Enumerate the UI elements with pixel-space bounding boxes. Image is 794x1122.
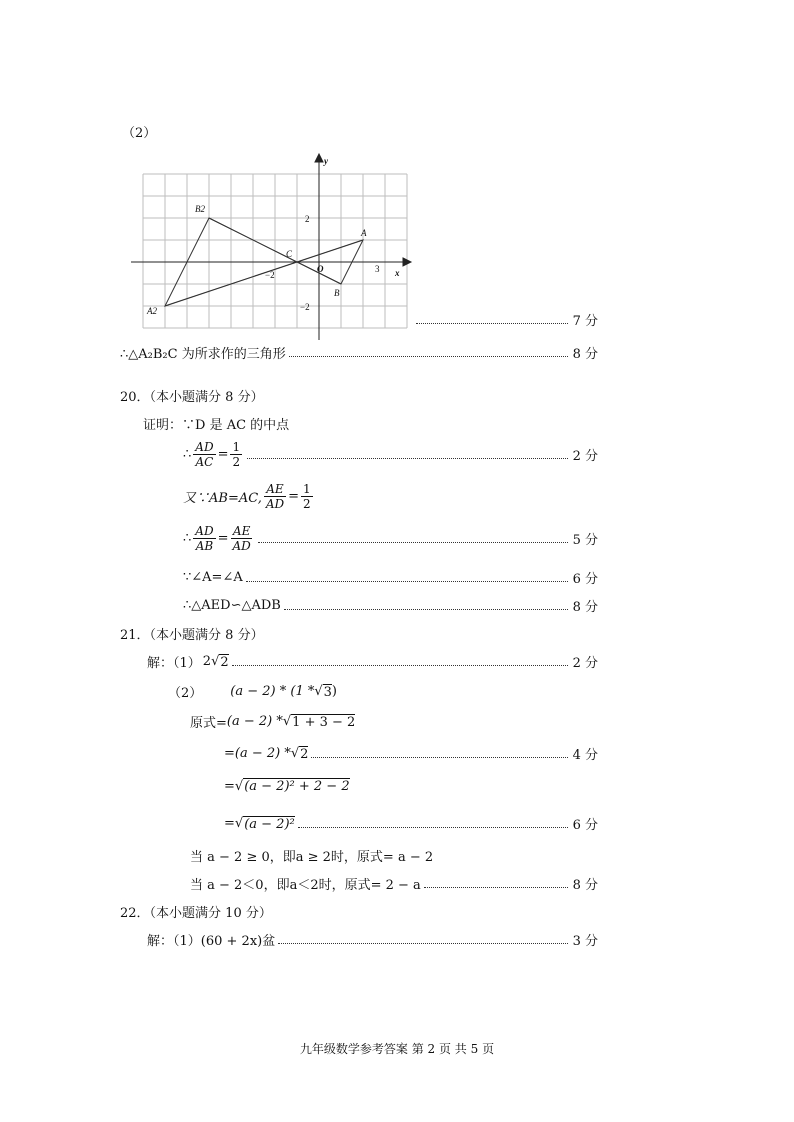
tick-x-neg: −2 <box>265 270 275 280</box>
sqrt-sign: √ <box>211 654 220 669</box>
score: 2 分 <box>572 656 598 671</box>
equals: = <box>224 778 235 794</box>
q22-line1 <box>147 930 598 949</box>
fraction-ae-ad <box>230 524 252 553</box>
radicand: (a − 2)² + 2 − 2 <box>244 779 350 794</box>
point-b2-label: B2 <box>195 204 205 214</box>
radicand: 2 <box>220 654 229 670</box>
orig-label: 原式= <box>190 716 227 731</box>
equals: = <box>217 447 229 462</box>
score: 8 分 <box>572 600 598 615</box>
leader-dots <box>284 609 568 610</box>
leader-dots <box>246 581 568 582</box>
step2-pre: =(a − 2) * <box>224 746 291 761</box>
equals: = <box>288 489 300 504</box>
frac-num: AE <box>232 524 251 538</box>
orig-pre: (a − 2) * <box>226 714 283 729</box>
frac-num: AE <box>266 482 284 496</box>
expr-pre: (a − 2) * (1 * <box>230 684 315 699</box>
angle-text: ∵∠A=∠A <box>183 570 243 585</box>
q21-title: 21．（本小题满分 8 分） <box>120 628 264 643</box>
part2-label: （2） <box>122 126 157 141</box>
radicand: 2 <box>300 746 309 762</box>
frac-den: 2 <box>232 455 241 469</box>
leader-dots <box>232 665 568 666</box>
q21-part2-expr <box>168 682 337 701</box>
proof-text: ∵D 是 AC 的中点 <box>182 418 290 433</box>
leader-dots <box>424 887 568 888</box>
leader-dots <box>258 542 568 543</box>
q21-case2 <box>190 874 598 893</box>
frac-den: 2 <box>303 497 311 511</box>
q20-step1 <box>183 440 598 469</box>
q22-text: 解：（1）(60 + 2x)盆 <box>147 934 276 949</box>
point-c-label: C <box>286 249 293 259</box>
q21-step3 <box>224 778 350 794</box>
equals: = <box>217 531 229 546</box>
conclusion-19-line <box>120 343 598 362</box>
q22-title: 22．（本小题满分 10 分） <box>120 906 272 921</box>
leader-dots <box>311 757 568 758</box>
q20-step5 <box>183 596 598 615</box>
frac-den: AD <box>265 497 285 511</box>
q20-step4 <box>183 568 598 587</box>
fraction-half <box>301 482 313 511</box>
leader-dots <box>289 356 568 357</box>
sqrt-sign: √ <box>234 816 244 831</box>
also-because: 又∵AB=AC, <box>183 491 262 506</box>
q20-step3 <box>183 524 598 553</box>
score: 8 分 <box>572 347 598 362</box>
frac-num: AD <box>195 524 214 538</box>
score: 3 分 <box>572 934 598 949</box>
conclusion-text: ∴△A₂B₂C 为所求作的三角形 <box>120 347 286 362</box>
coef: 2 <box>202 654 212 669</box>
point-a2-label: A2 <box>147 306 157 316</box>
expr-post: ) <box>331 684 337 699</box>
frac-den: AB <box>195 539 214 553</box>
q21-step4 <box>224 814 598 833</box>
point-b-label: B <box>334 288 340 298</box>
axes <box>131 154 411 340</box>
tick-y-pos: 2 <box>305 214 310 224</box>
therefore: ∴ <box>183 531 192 546</box>
sqrt-sign: √ <box>234 778 244 794</box>
sqrt-sign: √ <box>282 714 292 729</box>
axis-y-label: y <box>324 156 328 166</box>
frac-num: AD <box>195 440 214 454</box>
q20-proof-line <box>143 414 289 433</box>
tick-x-pos: 3 <box>375 264 380 274</box>
score: 5 分 <box>572 533 598 548</box>
score: 8 分 <box>572 878 598 893</box>
frac-num: 1 <box>232 440 241 454</box>
axis-x-label: x <box>395 268 400 278</box>
fraction-ad-ac <box>193 440 215 469</box>
page-footer: 九年级数学参考答案 第 2 页 共 5 页 <box>299 1042 495 1056</box>
sqrt-sign: √ <box>314 684 323 699</box>
q20-title: 20．（本小题满分 8 分） <box>120 390 264 405</box>
score: 7 分 <box>572 314 598 329</box>
score: 4 分 <box>572 748 598 763</box>
frac-den: AD <box>232 539 251 553</box>
case2-text: 当 a − 2＜0，即a＜2时，原式= 2 − a <box>190 878 421 893</box>
score-line-7 <box>413 310 598 329</box>
fraction-ae-ad <box>264 482 286 511</box>
sqrt-sign: √ <box>290 746 300 761</box>
leader-dots <box>247 458 568 459</box>
similar-text: ∴△AED∽△ADB <box>183 598 281 613</box>
fraction-half <box>230 440 242 469</box>
solve-label: 解：（1） <box>147 656 201 671</box>
y-axis-arrow <box>315 154 323 162</box>
score: 6 分 <box>572 818 598 833</box>
q21-step2 <box>224 744 598 763</box>
leader-dots <box>416 323 568 324</box>
score: 6 分 <box>572 572 598 587</box>
q20-step2 <box>183 482 315 511</box>
fraction-ad-ab <box>193 524 215 553</box>
score: 2 分 <box>572 449 598 464</box>
tick-y-neg: −2 <box>300 302 310 312</box>
origin-label: O <box>317 264 324 274</box>
leader-dots <box>298 827 568 828</box>
q21-case1: 当 a − 2 ≥ 0，即a ≥ 2时，原式= a − 2 <box>190 850 434 865</box>
proof-label: 证明： <box>143 418 183 433</box>
leader-dots <box>278 943 568 944</box>
equals: = <box>224 816 235 831</box>
radicand: (a − 2)² <box>244 816 295 832</box>
therefore: ∴ <box>183 447 192 462</box>
part2-label: （2） <box>168 686 203 701</box>
radicand: 3 <box>323 684 332 700</box>
radicand: 1 + 3 − 2 <box>292 714 356 730</box>
frac-den: AC <box>195 455 214 469</box>
q21-orig <box>190 712 355 731</box>
coordinate-graph <box>125 150 415 345</box>
point-a-label: A <box>361 228 367 238</box>
q21-part1 <box>147 652 598 671</box>
frac-num: 1 <box>303 482 311 496</box>
